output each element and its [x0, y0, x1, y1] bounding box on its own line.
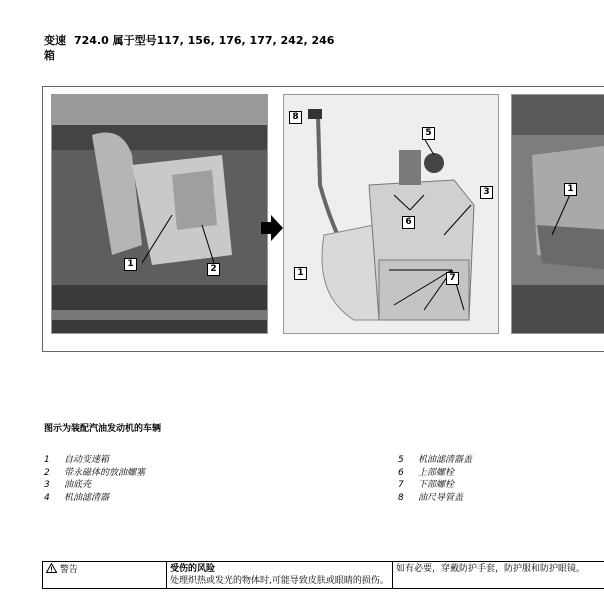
legend-left	[44, 454, 145, 504]
warning-remedy: 如有必要，穿戴防护手套，防护服和防护眼镜。	[393, 562, 604, 589]
legend-item: 3 油底壳	[44, 480, 92, 490]
warning-label-cell	[43, 562, 167, 589]
callout-1-detail: 1	[294, 267, 307, 280]
callout-3: 3	[480, 186, 493, 199]
callout-8: 8	[289, 111, 302, 124]
header-code: 724.0	[74, 34, 109, 47]
warning-title: 受伤的风险	[170, 564, 216, 574]
illustration-frame	[42, 86, 604, 352]
callout-1: 1	[124, 258, 137, 271]
legend-item: 8 油尺导管盖	[398, 492, 464, 503]
callout-5: 5	[422, 127, 435, 140]
warning-triangle-icon	[46, 563, 57, 573]
figure-caption: 图示为装配汽油发动机的车辆	[44, 424, 162, 434]
legend-item: 7 下部螺栓	[398, 480, 455, 490]
warning-label: 警告	[59, 565, 78, 575]
photo-under-vehicle	[51, 94, 268, 334]
header-title-continued: 箱	[44, 49, 55, 62]
photo-under-vehicle-graphic	[52, 95, 267, 333]
callout-6: 6	[402, 216, 415, 229]
warning-table	[42, 561, 604, 589]
callout-7: 7	[446, 272, 459, 285]
legend-item: 1 自动变速箱	[44, 455, 110, 465]
legend-item: 6 上部螺栓	[398, 467, 455, 478]
arrow-right-icon	[261, 215, 283, 241]
document-header	[44, 33, 334, 63]
header-models: 属于型号117, 156, 176, 177, 242, 246	[112, 34, 335, 47]
warning-description: 处理炽热或发光的物体时,可能导致皮肤或眼睛的损伤。	[170, 576, 389, 586]
transmission-drawing	[284, 95, 498, 333]
photo-transmission-detail	[283, 94, 499, 334]
legend-item: 4 机油滤清器	[44, 492, 110, 503]
photo-side-view	[511, 94, 604, 334]
legend-item: 2 带永磁体的放油螺塞	[44, 467, 146, 478]
warning-hazard-cell	[167, 562, 393, 589]
legend-item: 5 机油滤清器盖	[398, 455, 473, 465]
callout-2: 2	[207, 263, 220, 276]
legend-right	[398, 454, 472, 504]
photo-side-view-graphic	[512, 95, 604, 333]
callout-1-side: 1	[564, 183, 577, 196]
header-title: 变速	[44, 34, 66, 47]
